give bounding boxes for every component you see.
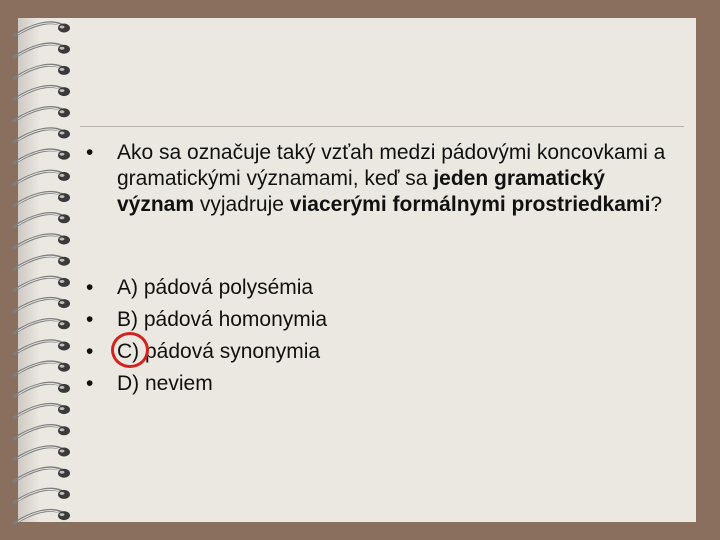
answer-label: A) pádová polysémia	[117, 276, 314, 299]
answer-bullet: •	[86, 276, 94, 299]
spiral-ring	[14, 256, 70, 269]
spiral-ring	[14, 192, 70, 205]
answer-label-wrap	[117, 336, 320, 368]
spiral-ring	[14, 341, 70, 354]
slide-content	[86, 140, 686, 400]
spiral-ring	[14, 214, 70, 227]
spiral-ring	[14, 447, 70, 460]
question-bullet: •	[86, 141, 94, 164]
question-part2: vyjadruje	[194, 193, 290, 216]
answer-option-b[interactable]	[86, 304, 686, 336]
spiral-ring	[14, 404, 70, 417]
spiral-ring	[14, 320, 70, 333]
spiral-ring	[14, 108, 70, 121]
answer-label: D) neviem	[117, 372, 213, 395]
spiral-ring	[14, 362, 70, 375]
spiral-ring	[14, 426, 70, 439]
answer-label: B) pádová homonymia	[117, 308, 328, 331]
spiral-ring	[14, 86, 70, 99]
question-bold1: jeden gramatický význam	[117, 167, 605, 216]
spiral-ring	[14, 129, 70, 142]
spiral-binding	[0, 0, 80, 540]
answer-option-a[interactable]	[86, 272, 686, 304]
question	[86, 140, 686, 218]
answer-label: C) pádová synonymia	[117, 340, 321, 363]
spiral-ring	[14, 171, 70, 184]
spiral-ring	[14, 277, 70, 290]
answer-list	[86, 272, 686, 400]
question-part3: ?	[650, 193, 663, 216]
spiral-ring	[14, 150, 70, 163]
answer-option-d[interactable]	[86, 368, 686, 400]
question-part1: Ako sa označuje taký vzťah medzi pádovými koncovkami a gramatickými významami, keď sa	[117, 141, 666, 190]
spiral-ring	[14, 235, 70, 248]
red-marker-circle	[111, 332, 149, 368]
divider-line	[80, 126, 684, 127]
question-bold2: viacerými formálnymi prostriedkami	[289, 193, 651, 216]
spiral-ring	[14, 468, 70, 481]
spiral-ring	[14, 298, 70, 311]
spiral-ring	[14, 44, 70, 57]
answer-option-c[interactable]	[86, 336, 686, 368]
spiral-ring	[14, 383, 70, 396]
answer-bullet: •	[86, 340, 94, 363]
answer-bullet: •	[86, 308, 94, 331]
spiral-ring	[14, 510, 70, 523]
spiral-ring	[14, 489, 70, 502]
spiral-ring	[14, 23, 70, 36]
answer-bullet: •	[86, 372, 94, 395]
spiral-ring	[14, 65, 70, 78]
question-text	[117, 140, 686, 218]
